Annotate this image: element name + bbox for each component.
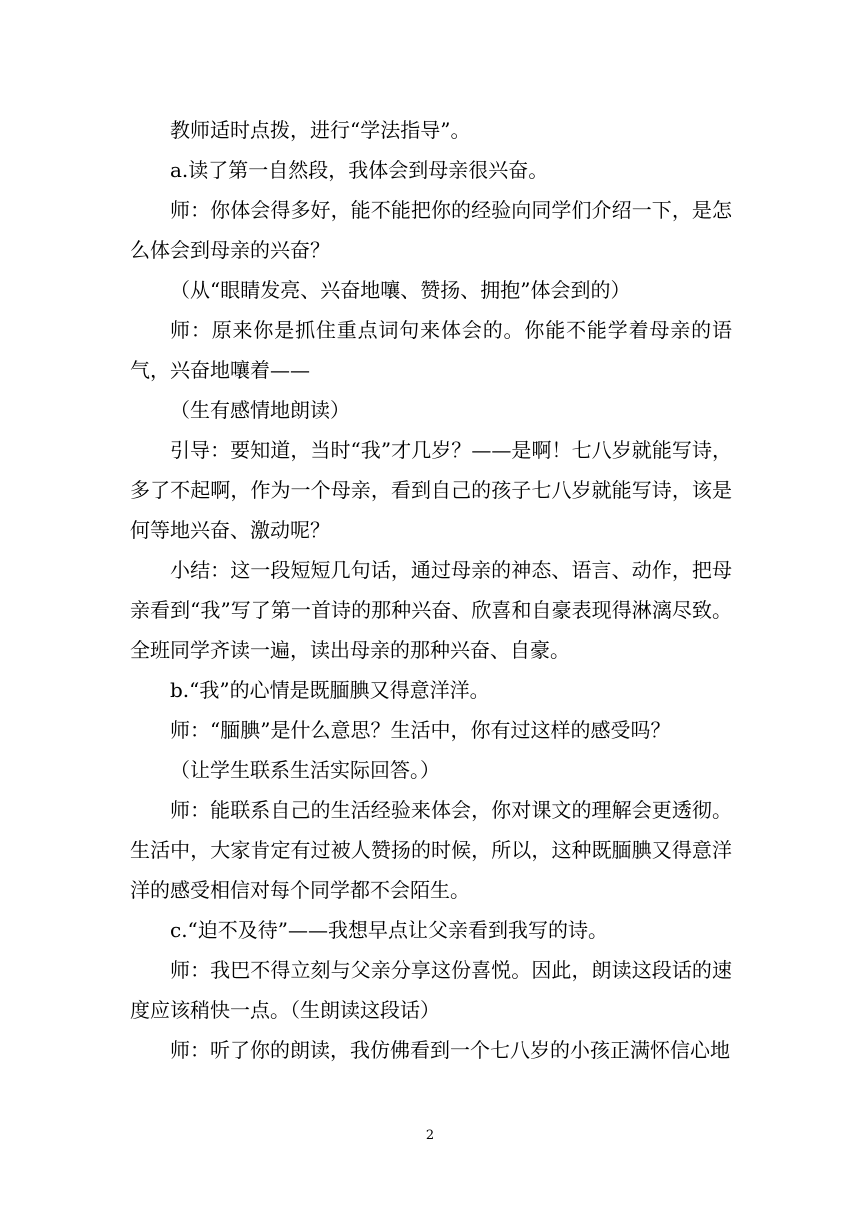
paragraph-10: 师：“腼腆”是什么意思？生活中，你有过这样的感受吗？ bbox=[170, 718, 671, 742]
paragraph-15: 师：听了你的朗读，我仿佛看到一个七八岁的小孩正满怀信心地 bbox=[170, 1038, 730, 1062]
paragraph-9: b.“我”的心情是既腼腆又得意洋洋。 bbox=[170, 678, 490, 702]
paragraph-1: 教师适时点拨，进行“学法指导”。 bbox=[170, 118, 471, 142]
page-number: 2 bbox=[425, 1128, 435, 1143]
paragraph-11: （让学生联系生活实际回答。） bbox=[170, 758, 440, 782]
paragraph-13: c.“迫不及待”——我想早点让父亲看到我写的诗。 bbox=[170, 918, 609, 942]
paragraph-7: 引导：要知道，当时“我”才几岁？——是啊！七八岁就能写诗，多了不起啊，作为一个母亲，看到自己的孩子七八岁就能写诗，该是何等地兴奋、激动呢？ bbox=[130, 438, 732, 542]
paragraph-2: a.读了第一自然段，我体会到母亲很兴奋。 bbox=[170, 158, 549, 182]
paragraph-8: 小结：这一段短短几句话，通过母亲的神态、语言、动作，把母亲看到“我”写了第一首诗的那种兴奋、欣喜和自豪表现得淋漓尽致。全班同学齐读一遍，读出母亲的那种兴奋、自豪。 bbox=[130, 558, 732, 662]
page-body bbox=[130, 110, 732, 1070]
paragraph-5: 师：原来你是抓住重点词句来体会的。你能不能学着母亲的语气，兴奋地嚷着—— bbox=[130, 318, 732, 382]
paragraph-6: （生有感情地朗读） bbox=[170, 398, 350, 422]
paragraph-4: （从“眼睛发亮、兴奋地嚷、赞扬、拥抱”体会到的） bbox=[170, 278, 631, 302]
paragraph-12: 师：能联系自己的生活经验来体会，你对课文的理解会更透彻。生活中，大家肯定有过被人赞扬的时候，所以，这种既腼腆又得意洋洋的感受相信对每个同学都不会陌生。 bbox=[130, 798, 732, 902]
paragraph-3: 师：你体会得多好，能不能把你的经验向同学们介绍一下，是怎么体会到母亲的兴奋？ bbox=[130, 198, 732, 262]
paragraph-14: 师：我巴不得立刻与父亲分享这份喜悦。因此，朗读这段话的速度应该稍快一点。（生朗读这段话） bbox=[130, 958, 732, 1022]
